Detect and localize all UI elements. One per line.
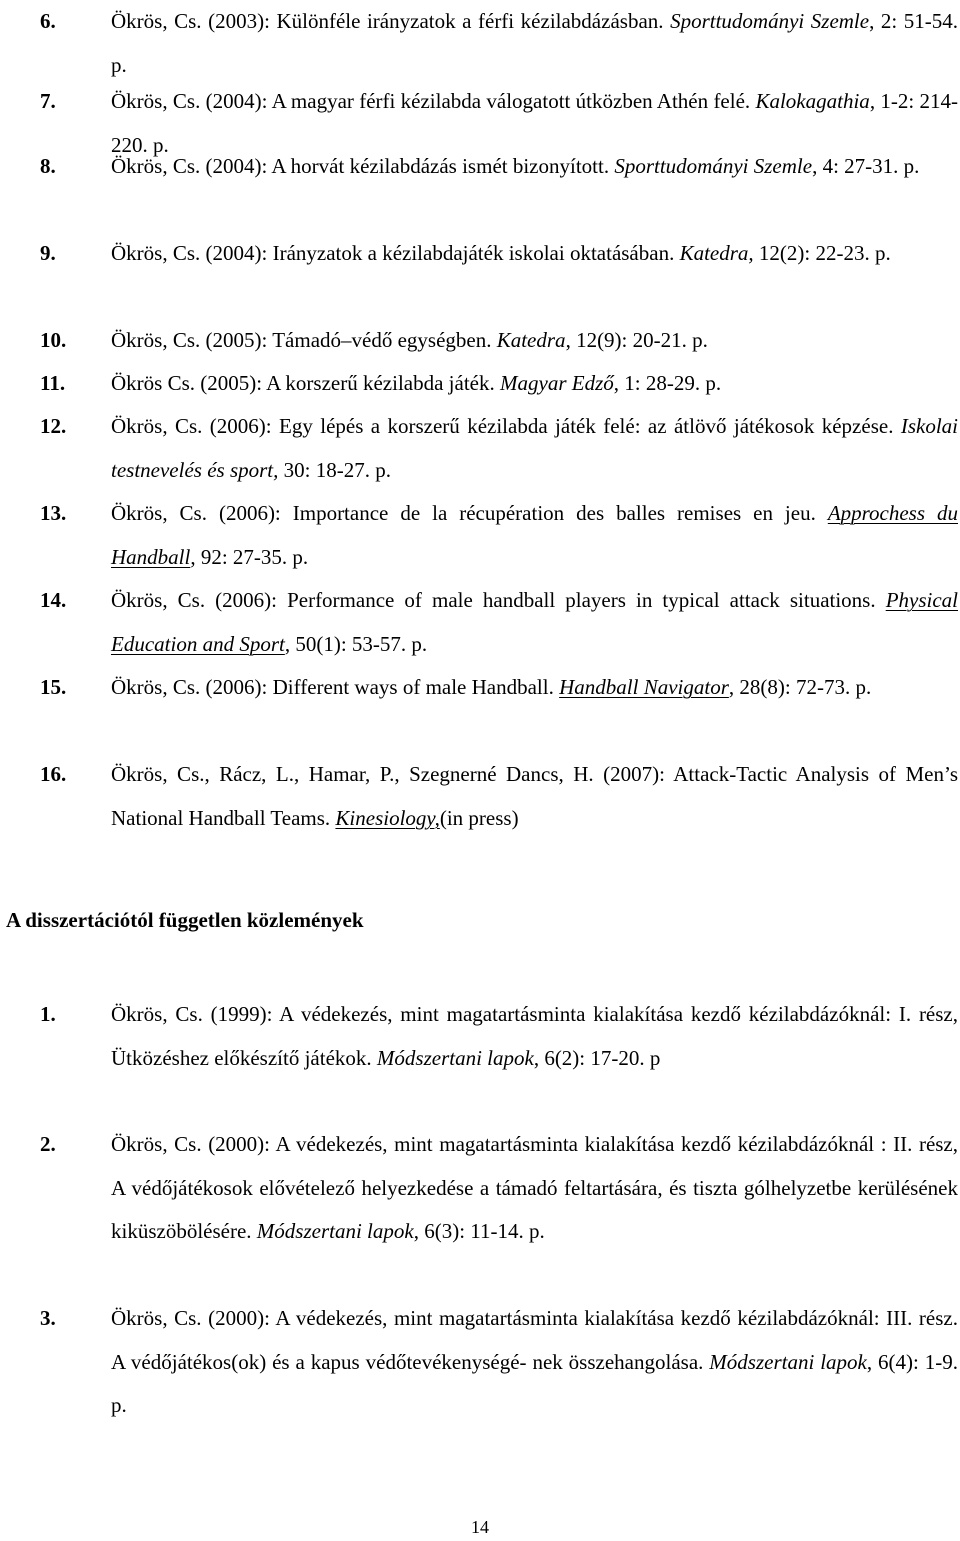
reference-item-1 (40, 993, 958, 1080)
reference-title: (2005): A korszerű kézilabda játék. (195, 371, 500, 395)
reference-number: 12. (40, 414, 67, 438)
reference-author: Ökrös, Cs. (111, 89, 201, 113)
reference-number: 3. (40, 1306, 56, 1330)
reference-pages: , 50(1): 53-57. p. (284, 631, 428, 656)
reference-author: Ökrös, Cs. (111, 328, 201, 352)
reference-item-10 (40, 319, 958, 363)
reference-number: 8. (40, 154, 56, 178)
reference-pages: , 6(4): 1-9. p. (111, 1349, 958, 1417)
reference-title: (2004): Irányzatok a kézilabdajáték iskolai oktatásában. (200, 241, 680, 265)
reference-pages: , 6(3): 11-14. p. (413, 1219, 545, 1243)
reference-item-15 (40, 666, 958, 710)
reference-number: 16. (40, 762, 67, 786)
reference-venue: Módszertani lapok (376, 1045, 534, 1070)
reference-venue: Sporttudományi Szemle (670, 9, 870, 33)
reference-number: 2. (40, 1132, 56, 1156)
reference-author: Ökrös, Cs., Rácz, L., Hamar, P., Szegnerné Dancs, H. (111, 762, 594, 786)
reference-venue: Approchess du Handball (111, 501, 958, 569)
reference-pages: , 28(8): 72-73. p. (728, 675, 872, 699)
reference-venue: Physical Education and Sport (111, 588, 958, 656)
reference-number: 6. (40, 9, 56, 33)
reference-pages: 12(2): 22-23. p. (753, 241, 891, 265)
reference-number: 15. (40, 675, 67, 699)
reference-title: (2004): A horvát kézilabdázás ismét bizonyított. (200, 154, 615, 178)
reference-pages: , 12(9): 20-21. p. (565, 328, 708, 352)
reference-author: Ökrös, Cs. (111, 1306, 202, 1330)
reference-venue: Handball Navigator (559, 675, 729, 699)
section-heading: A disszertációtól független közlemények (6, 908, 364, 932)
reference-author: Ökrös, Cs. (111, 588, 206, 612)
reference-pages: , 92: 27-35. p. (190, 544, 309, 569)
reference-title: (2006): Performance of male handball players in typical attack situations. (205, 588, 886, 612)
reference-item-14 (40, 579, 958, 666)
reference-pages: , 6(2): 17-20. p (533, 1045, 661, 1070)
reference-pages: , 4: 27-31. p. (812, 154, 920, 178)
reference-item-9 (40, 232, 958, 276)
reference-item-8 (40, 145, 958, 189)
reference-title: (2000): A védekezés, mint magatartásminta kialakítása kezdő kézilabdázóknál: III. rész. A védőjátékos(ok) és a kapus védőtevékenységé- nek összehangolása. (111, 1306, 958, 1374)
reference-venue: Kinesiology, (335, 805, 440, 830)
reference-item-6 (40, 0, 958, 87)
reference-venue: Sporttudományi Szemle (614, 154, 813, 178)
reference-venue: Kalokagathia (755, 89, 870, 113)
reference-title: (2000): A védekezés, mint magatartásminta kialakítása kezdő kézilabdázóknál : II. rész, A védőjátékosok elővételező helyezkedése a támadó feltartására, és tiszta gólhelyzetbe kerülésének kiküszöbölésére. (111, 1132, 959, 1243)
reference-title: (2004): A magyar férfi kézilabda válogatott útközben Athén felé. (200, 89, 756, 113)
reference-author: Ökrös, Cs. (111, 501, 207, 525)
reference-number: 13. (40, 501, 67, 525)
reference-pages: , 1-2: 214-220. p. (111, 89, 958, 157)
reference-author: Ökrös, Cs. (111, 414, 203, 438)
reference-item-13 (40, 492, 958, 579)
reference-venue: Iskolai testnevelés és sport, (111, 414, 958, 482)
reference-item-3 (40, 1297, 958, 1428)
reference-number: 9. (40, 241, 56, 265)
reference-pages: (in press) (439, 805, 519, 830)
reference-pages: , 2: 51-54. p. (111, 9, 959, 77)
page-number: 14 (471, 1517, 489, 1537)
reference-item-11 (40, 362, 958, 406)
reference-author: Ökrös Cs. (111, 371, 196, 395)
reference-venue: Magyar Edző (500, 371, 614, 395)
reference-author: Ökrös, Cs. (111, 675, 201, 699)
reference-title: (2007): Attack-Tactic Analysis of Men’s National Handball Teams. (111, 762, 958, 830)
reference-pages: 30: 18-27. p. (278, 457, 391, 482)
reference-number: 14. (40, 588, 67, 612)
reference-venue: Módszertani lapok (709, 1349, 867, 1374)
reference-author: Ökrös, Cs. (111, 241, 201, 265)
reference-item-2 (40, 1123, 958, 1254)
reference-venue: Módszertani lapok (256, 1219, 414, 1243)
reference-item-12 (40, 405, 958, 492)
reference-title: (2003): Különféle irányzatok a férfi kézilabdázásban. (201, 9, 671, 33)
reference-author: Ökrös, Cs. (111, 1132, 202, 1156)
reference-author: Ökrös, Cs. (111, 9, 202, 33)
reference-title: (2006): Importance de la récupération des balles remises en jeu. (206, 501, 828, 525)
reference-title: (1999): A védekezés, mint magatartásminta kialakítása kezdő kézilabdázóknál: I. rész, Ütközéshez előkészítő játékok. (111, 1002, 958, 1070)
reference-number: 10. (40, 328, 67, 352)
reference-author: Ökrös, Cs. (111, 1002, 203, 1026)
reference-venue: Katedra, (679, 241, 754, 265)
reference-number: 1. (40, 1002, 56, 1026)
reference-item-16 (40, 753, 958, 840)
reference-number: 11. (40, 371, 66, 395)
reference-title: (2006): Egy lépés a korszerű kézilabda játék felé: az átlövő játékosok képzése. (202, 414, 901, 438)
reference-number: 7. (40, 89, 56, 113)
reference-title: (2005): Támadó–védő egységben. (200, 328, 497, 352)
reference-author: Ökrös, Cs. (111, 154, 201, 178)
reference-venue: Katedra (496, 328, 566, 352)
reference-pages: , 1: 28-29. p. (613, 371, 722, 395)
reference-title: (2006): Different ways of male Handball. (200, 675, 560, 699)
